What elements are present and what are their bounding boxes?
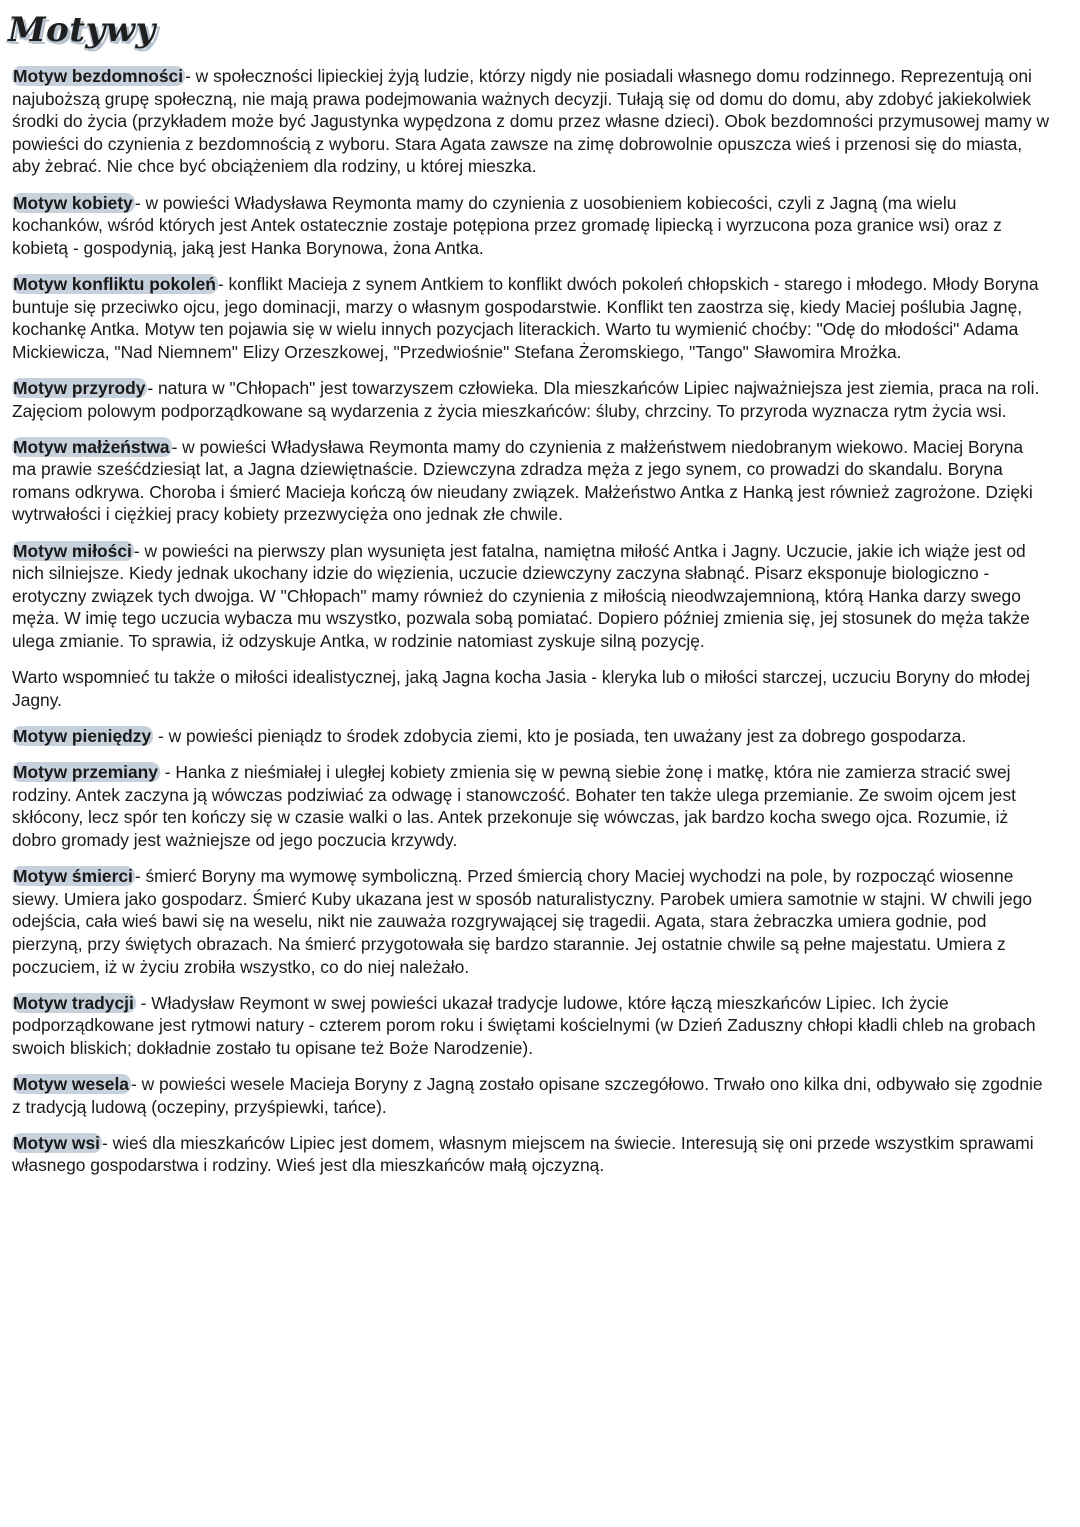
motif-body: - w powieści wesele Macieja Boryny z Jagną zostało opisane szczegółowo. Trwało ono kilka dni, odbywało się zgodnie z tradycją ludową (oczepiny, przyśpiewki, tańce). [12, 1074, 1043, 1117]
motif-body: - wieś dla mieszkańców Lipiec jest domem, własnym miejscem na świecie. Interesują się oni przede wszystkim sprawami własnego gospodarstwa i rodziny. Wieś jest dla mieszkańców małą ojczyzną. [12, 1132, 1034, 1176]
motif-paragraph [12, 1132, 1052, 1177]
motif-paragraph [12, 725, 1052, 748]
motif-term: Motyw przemiany [13, 762, 158, 783]
motif-paragraph [12, 761, 1052, 851]
motifs-list [12, 65, 1052, 1191]
motif-body: - w społeczności lipieckiej żyją ludzie, którzy nigdy nie posiadali własnego domu rodzinnego. Reprezentują oni najuboższą grupę społeczną, nie mają prawa podejmowania ważnych decyzji. Tułają się od domu do domu, aby zdobyć jakiekolwiek środki do życia (przykładem może być Jagustynka wypędzona z domu przez własne dzieci). Obok bezdomności przymusowej mamy w powieści do czynienia z bezdomnością z wyboru. Stara Agata zawsze na zimę dobrowolnie opuszcza wieś i przenosi się do miasta, aby żebrać. Nie chce być obciążeniem dla rodziny, u której mieszka. [12, 66, 1050, 177]
motif-paragraph [12, 273, 1052, 363]
motif-term: Motyw konfliktu pokoleń [13, 273, 216, 294]
page-title-wrapper [8, 10, 156, 50]
note-body: Warto wspomnieć tu także o miłości idealistycznej, jaką Jagna kocha Jasia - kleryka lub o miłości starczej, uczuciu Boryny do młodej Jagny. [12, 667, 1031, 710]
motif-paragraph [12, 377, 1052, 422]
motif-term: Motyw tradycji [13, 992, 134, 1013]
motif-body: - w powieści Władysława Reymonta mamy do czynienia z małżeństwem niedobranym wiekowo. Maciej Boryna ma prawie sześćdziesiąt lat, a Jagna dziewiętnaście. Dziewczyna zdradza męża z jego synem, co prowadzi do skandalu. Boryna romans odkrywa. Choroba i śmierć Macieja kończą ów nieudany związek. Małżeństwo Antka z Hanką jest również zagrożone. Dzięki wytrwałości i ciężkiej pracy kobiety przezwycięża ono jednak złe chwile. [12, 436, 1033, 525]
motif-term: Motyw śmierci [13, 866, 133, 887]
motif-body: - w powieści Władysława Reymonta mamy do czynienia z uosobieniem kobiecości, czyli z Jagną (ma wielu kochanków, wśród których jest Antek ostatecznie zostaje potępiona przez gromadę lipiecką i wyrzucona poza granice wsi) oraz z kobietą - gospodynią, jaką jest Hanka Borynowa, żona Antka. [12, 192, 1002, 258]
motif-term: Motyw wsi [13, 1132, 100, 1153]
motif-body: - Władysław Reymont w swej powieści ukazał tradycje ludowe, które łączą mieszkańców Lipiec. Ich życie podporządkowane jest rytmowi natury - czterem porom roku i świętami kościelnymi (w Dzień Zaduszny chłopi kładli chleb na grobach swoich bliskich; dokładnie zostało tu opisane też Boże Narodzenie). [12, 992, 1036, 1058]
motif-paragraph [12, 65, 1052, 178]
motif-paragraph [12, 436, 1052, 526]
motif-body: - w powieści pieniądz to środek zdobycia ziemi, kto je posiada, ten uważany jest za dobrego gospodarza. [153, 726, 967, 746]
page-title: Motywy [8, 10, 156, 50]
motif-term: Motyw przyrody [13, 377, 146, 398]
motif-term: Motyw wesela [13, 1074, 129, 1095]
motif-term: Motyw pieniędzy [13, 726, 152, 746]
motif-term: Motyw małżeństwa [13, 436, 170, 457]
motif-body: - śmierć Boryny ma wymowę symboliczną. Przed śmiercią chory Maciej wychodzi na pole, by rozpocząć wiosenne siewy. Umiera jako gospodarz. Śmierć Kuby ukazana jest w sposób naturalistyczny. Parobek umiera samotnie w stajni. W chwili jego odejścia, cała wieś bawi się na weselu, nikt nie zauważa rozgrywającej się tragedii. Agata, stara żebraczka umiera godnie, pod pierzyną, przy świętych obrazach. Na śmierć przygotowała się bardzo starannie. Jej ostatnie chwile są pełne majestatu. Umiera z poczuciem, iż w życiu zrobiła wszystko, co do niej należało. [12, 866, 1033, 977]
motif-term: Motyw kobiety [13, 192, 133, 213]
note-paragraph [12, 666, 1052, 711]
motif-paragraph [12, 1073, 1052, 1118]
motif-term: Motyw bezdomności [13, 66, 184, 86]
motif-body: - konflikt Macieja z synem Antkiem to konflikt dwóch pokoleń chłopskich - starego i młodego. Młody Boryna buntuje się przeciwko ojcu, jego dominacji, marzy o własnym gospodarstwie. Konflikt ten zaostrza się, kiedy Maciej poślubia Jagnę, kochankę Antka. Motyw ten pojawia się w wielu innych pozycjach literackich. Warto tu wymienić choćby: "Odę do młodości" Adama Mickiewicza, "Nad Niemnem" Elizy Orzeszkowej, "Przedwiośnie" Stefana Żeromskiego, "Tango" Sławomira Mrożka. [12, 273, 1039, 362]
motif-body: - natura w "Chłopach" jest towarzyszem człowieka. Dla mieszkańców Lipiec najważniejsza jest ziemia, praca na roli. Zajęciom polowym podporządkowane są wydarzenia z życia mieszkańców: śluby, chrzciny. To przyroda wyznacza rytm życia wsi. [12, 377, 1040, 421]
motif-body: - Hanka z nieśmiałej i uległej kobiety zmienia się w pewną siebie żonę i matkę, która nie zamierza stracić swej rodziny. Antek zaczyna ją wówczas podziwiać za odwagę i stanowczość. Bohater ten także ulega przemianie. Ze swoim ojcem jest skłócony, lecz spór ten kończy się w czasie walki o las. Antek przekonuje się wówczas, jak bardzo kocha swego ojca. Rozumie, iż dobro gromady jest ważniejsze od jego poczucia krzywdy. [12, 762, 1016, 850]
motif-paragraph [12, 865, 1052, 978]
motif-term: Motyw miłości [13, 540, 132, 561]
motif-paragraph [12, 992, 1052, 1060]
motif-paragraph [12, 540, 1052, 653]
motif-paragraph [12, 192, 1052, 260]
motif-body: - w powieści na pierwszy plan wysunięta jest fatalna, namiętna miłość Antka i Jagny. Uczucie, jakie ich wiąże jest od nich silniejsze. Kiedy jednak ukochany idzie do więzienia, uczucie dziewczyny zaczyna słabnąć. Pisarz eksponuje biologiczno - erotyczny związek tych dwojga. W "Chłopach" mamy również do czynienia z miłością nieodwzajemnioną, którą Hanka darzy swego męża. W imię tego uczucia wybacza mu wszystko, pozwala sobą pomiatać. Dopiero później zmienia się, jej stosunek do męża także ulega zmianie. To sprawia, iż odzyskuje Antka, w rodzinie natomiast zyskuje silną pozycję. [12, 540, 1030, 652]
